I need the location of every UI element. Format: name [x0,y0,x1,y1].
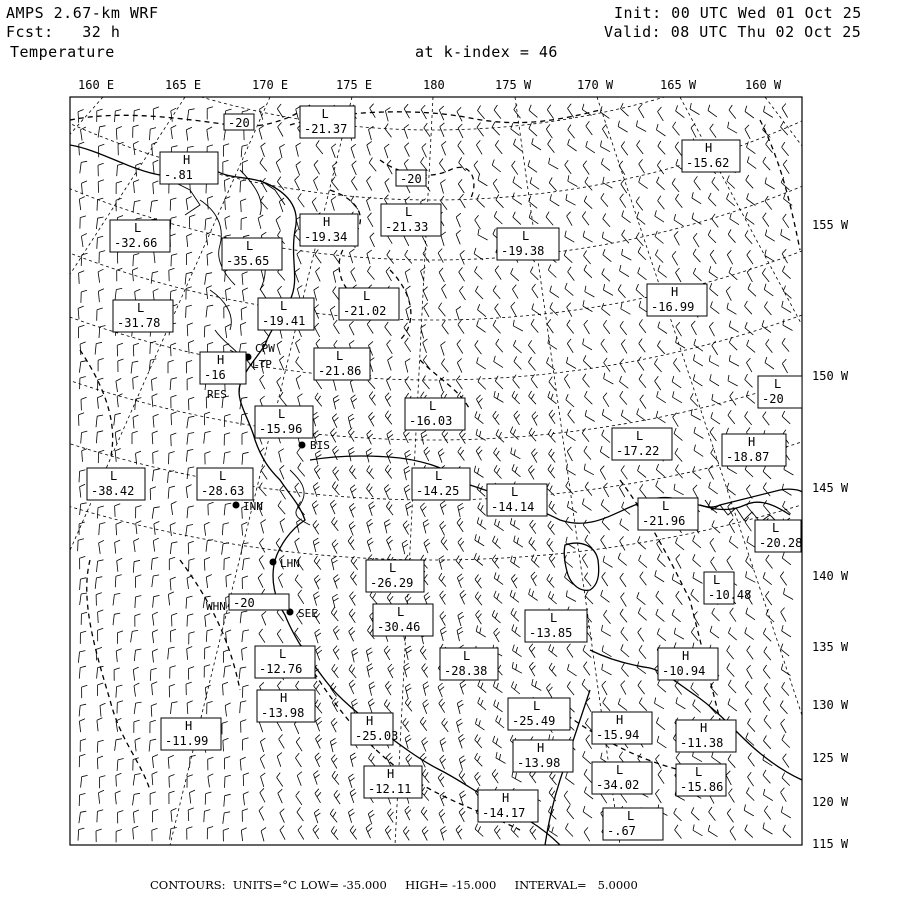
valid-time: Valid: 08 UTC Thu 02 Oct 25 [604,23,862,41]
low-marker [255,646,315,678]
marker-value: -25.49 [512,714,556,728]
lon-label: 165 W [660,78,697,92]
contour-label [229,594,289,610]
marker-value: -21.33 [385,220,429,234]
marker-type: L [772,521,780,535]
high-marker [722,434,786,466]
low-marker [110,220,170,252]
marker-value: -28.63 [201,484,245,498]
marker-value: -.67 [607,824,636,838]
station-label: INN [243,500,263,513]
marker-value: -19.41 [262,314,306,328]
low-marker [612,428,672,460]
marker-value: -12.76 [259,662,303,676]
contour-low: LOW= -35.000 [300,878,387,892]
marker-type: H [682,649,690,663]
low-marker [87,468,145,500]
lon-label: 175 E [336,78,373,92]
marker-type: L [405,205,413,219]
marker-value: -16.99 [651,300,695,314]
marker-value: -20 [762,392,784,406]
marker-value: -13.98 [517,756,561,770]
marker-value: -17.22 [616,444,660,458]
low-marker [758,376,802,408]
lon-label: 160 E [78,78,115,92]
low-marker [405,398,465,430]
marker-type: L [397,605,405,619]
low-marker [339,288,399,320]
contour-label [396,170,426,186]
marker-type: H [537,741,545,755]
marker-type: L [363,289,371,303]
level-value: 46 [538,43,558,61]
contours-label: CONTOURS: [150,878,226,892]
marker-type: H [217,353,225,367]
high-marker [364,766,422,798]
marker-type: L [429,399,437,413]
latitude-labels [812,218,849,851]
high-low-labels [87,106,802,840]
marker-type: L [463,649,471,663]
marker-type: L [278,407,286,421]
marker-value: -20 [233,596,255,610]
lon-label: 160 W [745,78,782,92]
marker-type: L [636,429,644,443]
low-marker [366,560,424,592]
low-marker [258,298,314,330]
marker-value: -34.02 [596,778,640,792]
marker-type: H [185,719,193,733]
station-label: CPW [255,342,275,355]
low-marker [440,648,498,680]
marker-type: L [110,469,118,483]
marker-type: H [323,215,331,229]
marker-value: -15.94 [596,728,640,742]
meridian-line [765,97,900,845]
model-title: AMPS 2.67-km WRF [6,4,159,22]
marker-value: -13.85 [529,626,573,640]
low-marker [603,808,663,840]
high-marker [682,140,740,172]
marker-value: -15.86 [680,780,724,794]
lat-label: 155 W [812,218,849,232]
marker-type: L [533,699,541,713]
marker-value: -30.46 [377,620,421,634]
marker-value: -21.37 [304,122,348,136]
low-marker [197,468,253,500]
marker-type: L [616,763,624,777]
contour-high: HIGH= -15.000 [405,878,497,892]
marker-value: -19.38 [501,244,545,258]
marker-type: H [387,767,395,781]
marker-value: -21.86 [318,364,362,378]
lon-label: 165 E [165,78,202,92]
marker-value: -31.78 [117,316,161,330]
station-label: BIS [310,439,330,452]
contour-interval: INTERVAL= 5.0000 [514,878,638,892]
longitude-labels [78,78,782,92]
marker-type: L [280,299,288,313]
marker-value: -16 [204,368,226,382]
lat-label: 120 W [812,795,849,809]
marker-type: L [246,239,254,253]
marker-value: -10.94 [662,664,706,678]
station-dot [233,502,240,509]
low-marker [525,610,587,642]
lat-label: 150 W [812,369,849,383]
lon-label: 175 W [495,78,532,92]
marker-value: -.81 [164,168,193,182]
marker-type: H [671,285,679,299]
marker-type: L [627,809,635,823]
marker-value: -19.34 [304,230,348,244]
high-marker [478,790,538,822]
marker-type: L [435,469,443,483]
lon-label: 170 E [252,78,289,92]
marker-value: -18.87 [726,450,770,464]
marker-value: -20 [228,116,250,130]
lat-label: 145 W [812,481,849,495]
lat-label: 125 W [812,751,849,765]
marker-type: L [713,573,721,587]
marker-value: -11.99 [165,734,209,748]
low-marker [222,238,282,270]
level-label: at k-index = 46 [415,43,558,61]
station-dot [299,442,306,449]
lat-label: 140 W [812,569,849,583]
marker-value: -15.62 [686,156,730,170]
marker-type: H [616,713,624,727]
high-marker [676,720,736,752]
marker-type: L [662,499,670,513]
low-marker [487,484,547,516]
marker-value: -13.98 [261,706,305,720]
low-marker [676,764,726,796]
marker-type: L [511,485,519,499]
low-marker [373,604,433,636]
low-marker [638,498,698,530]
marker-type: L [522,229,530,243]
forecast-label: Fcst: 32 h [6,23,121,41]
high-marker [658,648,718,680]
low-marker [255,406,313,438]
marker-type: H [366,714,374,728]
marker-value: -16.03 [409,414,453,428]
station-label: RES [207,388,227,401]
lat-label: 135 W [812,640,849,654]
marker-type: L [279,647,287,661]
marker-type: H [748,435,756,449]
station-label: WHN [206,600,226,613]
marker-type: H [700,721,708,735]
lat-label: 130 W [812,698,849,712]
station-dot [270,559,277,566]
low-marker [412,468,470,500]
parallel-line [0,0,900,320]
low-marker [704,572,751,604]
marker-type: L [336,349,344,363]
marker-value: -35.65 [226,254,270,268]
marker-type: H [705,141,713,155]
high-marker [300,214,358,246]
marker-type: H [502,791,510,805]
marker-type: H [280,691,288,705]
high-marker [592,712,652,744]
marker-value: -21.02 [343,304,387,318]
marker-value: -38.42 [91,484,135,498]
marker-type: L [134,221,142,235]
init-time: Init: 00 UTC Wed 01 Oct 25 [614,4,862,22]
lat-label: 115 W [812,837,849,851]
high-marker [647,284,707,316]
marker-value: -14.17 [482,806,526,820]
field-name: Temperature [10,43,115,61]
marker-type: L [695,765,703,779]
contour-label [224,114,254,130]
low-marker [755,520,802,552]
marker-value: -12.11 [368,782,412,796]
low-marker [381,204,441,236]
low-marker [497,228,559,260]
marker-type: L [550,611,558,625]
marker-value: -28.38 [444,664,488,678]
low-marker [300,106,355,138]
marker-type: H [183,153,191,167]
marker-value: -14.14 [491,500,535,514]
station-label: LTP [252,358,272,371]
contour-units: UNITS=°C [232,878,297,892]
contour-legend [150,878,638,892]
marker-value: -10.48 [708,588,752,602]
low-marker [592,762,652,794]
marker-value: -15.96 [259,422,303,436]
marker-value: -11.38 [680,736,724,750]
marker-value: -32.66 [114,236,158,250]
marker-value: -25.03 [355,729,399,743]
marker-type: L [137,301,145,315]
station-label: SEE [298,607,318,620]
high-marker [351,713,398,745]
marker-type: L [389,561,397,575]
marker-value: -21.96 [642,514,686,528]
high-marker [200,352,246,384]
lon-label: 180 [423,78,445,92]
low-marker [113,300,173,332]
high-marker [513,740,573,772]
marker-type: L [321,107,329,121]
marker-type: L [774,377,782,391]
marker-value: -14.25 [416,484,460,498]
forecast-hours: 32 h [82,23,121,41]
marker-value: -26.29 [370,576,414,590]
station-label: LHN [280,557,300,570]
high-marker [160,152,218,184]
marker-value: -20 [400,172,422,186]
low-marker [314,348,370,380]
low-marker [508,698,570,730]
marker-value: -20.28 [759,536,803,550]
high-marker [161,718,221,750]
lon-label: 170 W [577,78,614,92]
marker-type: L [219,469,227,483]
high-marker [257,690,315,722]
